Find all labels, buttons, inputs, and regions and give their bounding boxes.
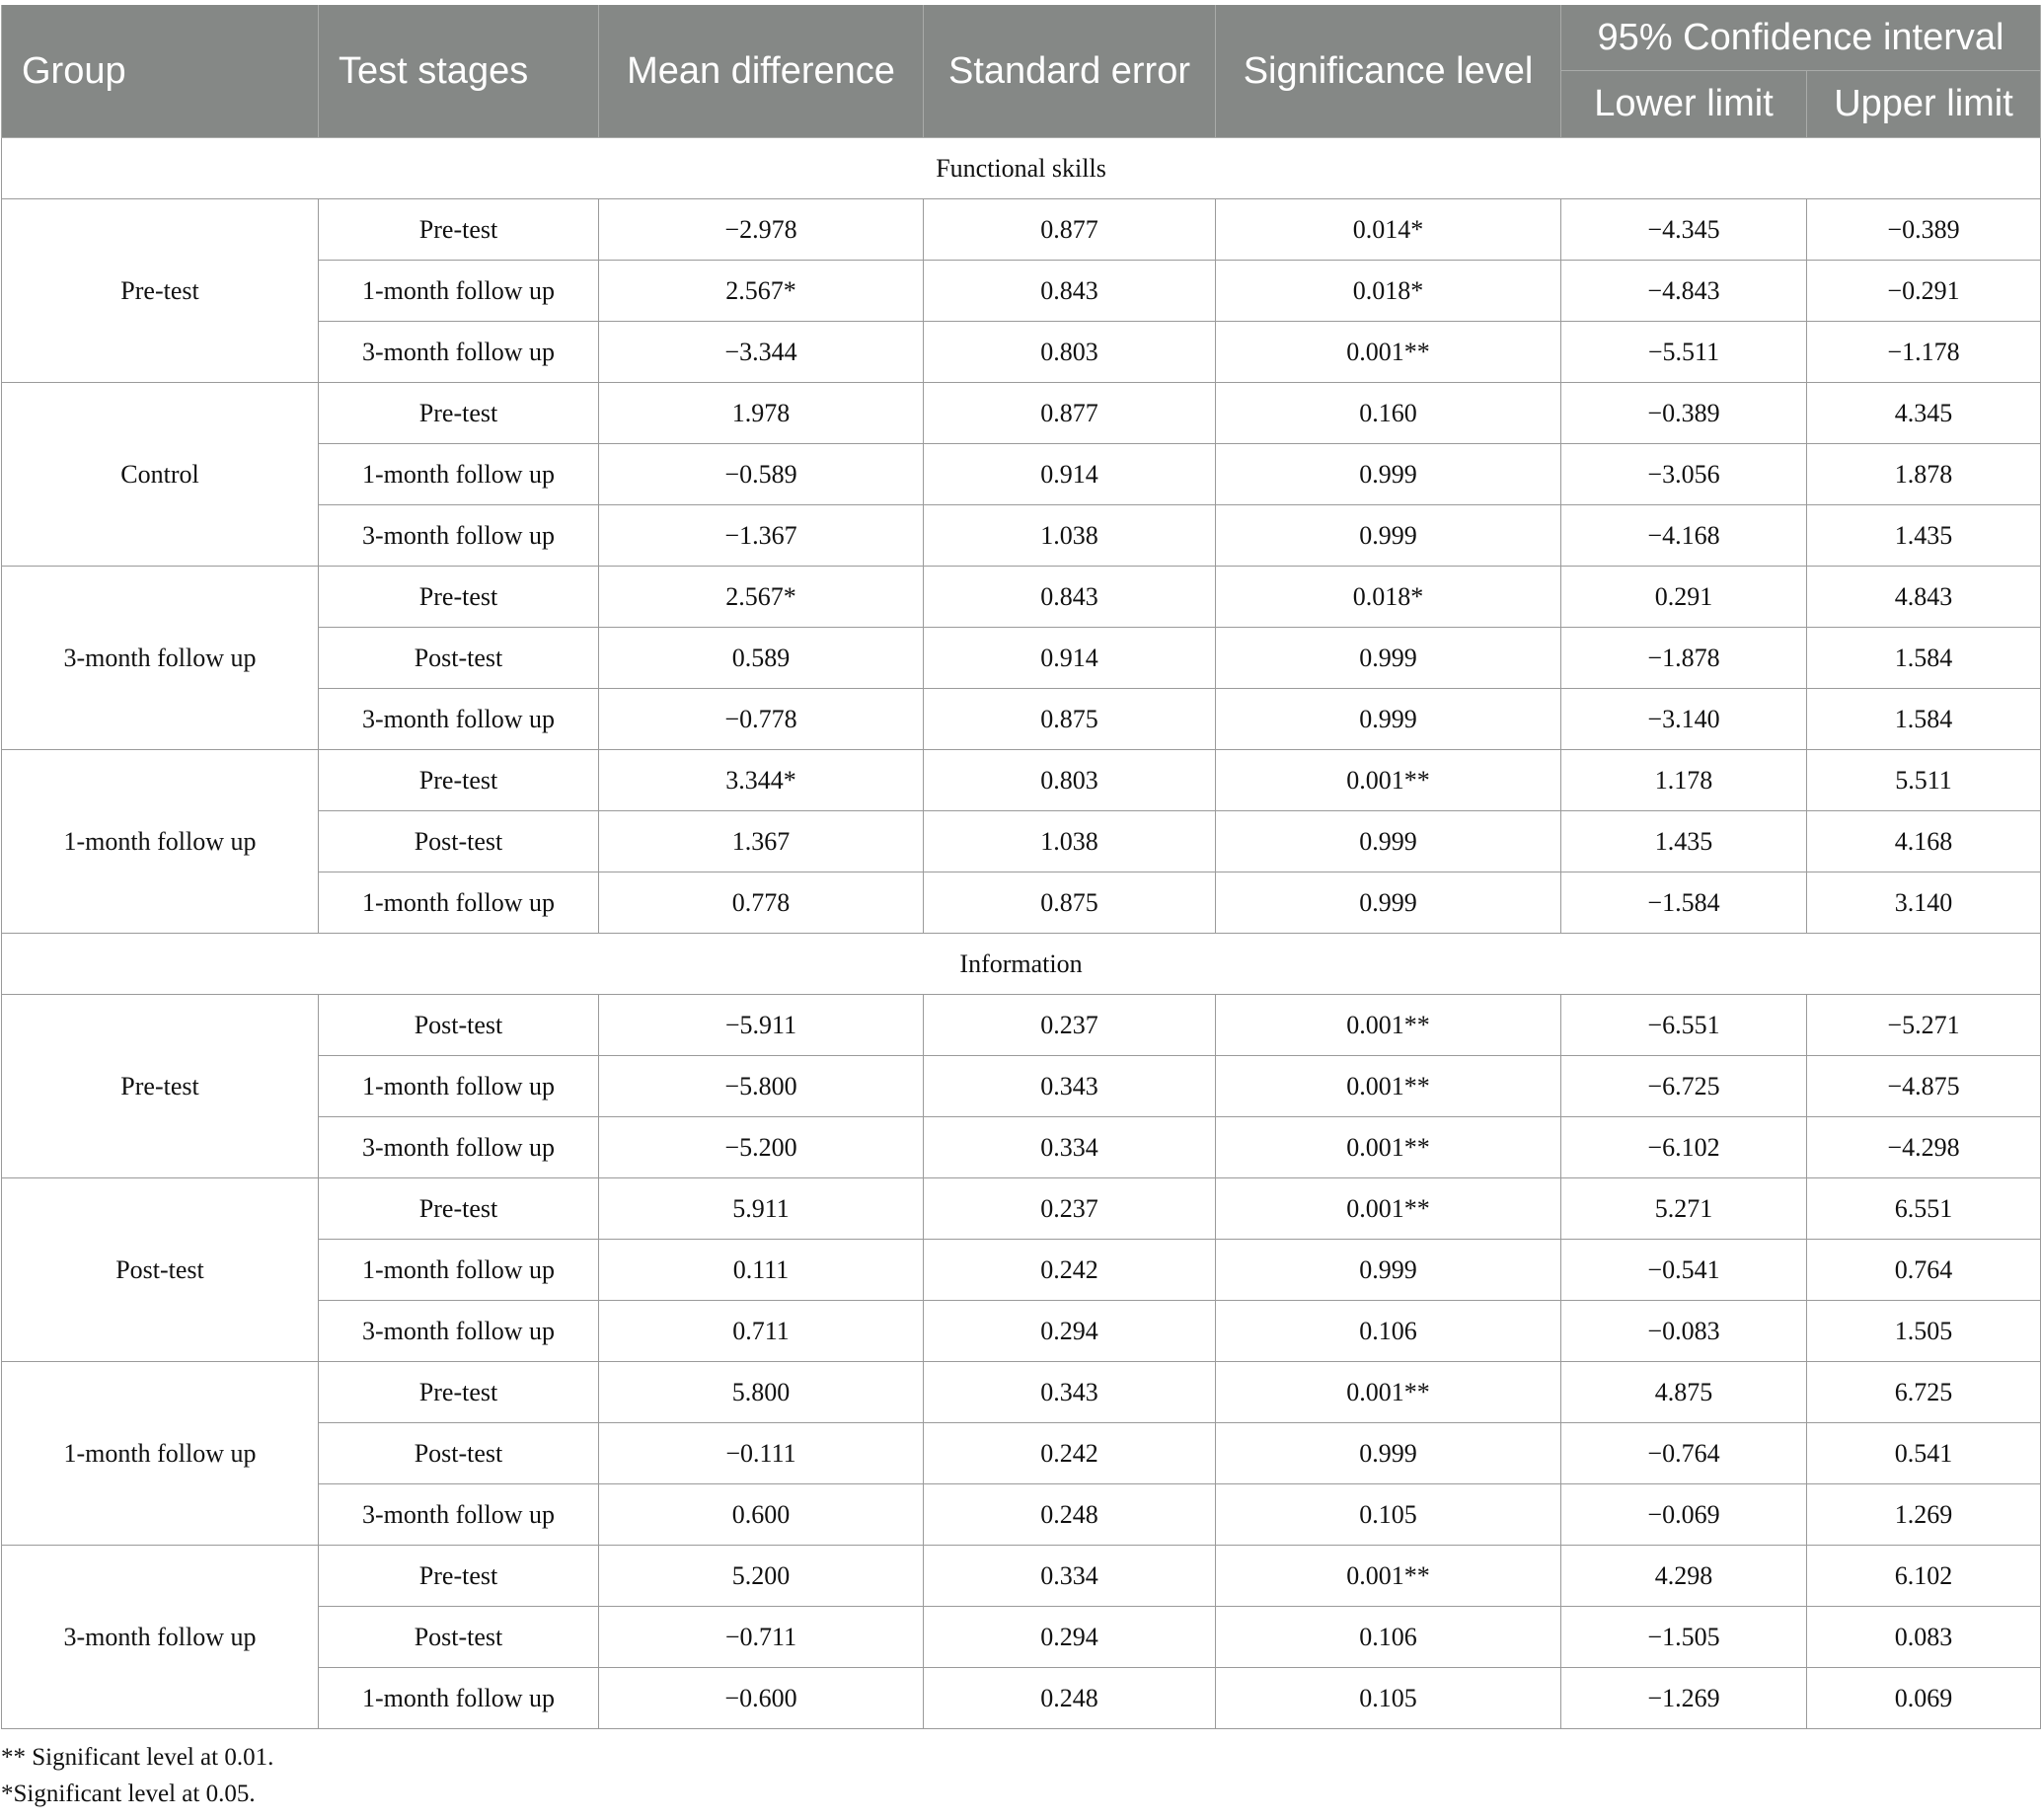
standard-error-cell: 0.914 (924, 444, 1216, 505)
significance-level-cell: 0.999 (1216, 1240, 1561, 1301)
test-stage-cell: 1-month follow up (319, 261, 599, 322)
standard-error-cell: 0.242 (924, 1240, 1216, 1301)
standard-error-cell: 0.803 (924, 322, 1216, 383)
lower-limit-cell: −1.269 (1561, 1668, 1807, 1729)
standard-error-cell: 0.877 (924, 199, 1216, 261)
lower-limit-cell: 4.298 (1561, 1546, 1807, 1607)
significance-level-cell: 0.018* (1216, 567, 1561, 628)
significance-level-cell: 0.999 (1216, 811, 1561, 872)
mean-difference-cell: −0.111 (599, 1423, 924, 1484)
lower-limit-cell: 5.271 (1561, 1178, 1807, 1240)
upper-limit-cell: 0.541 (1807, 1423, 2041, 1484)
lower-limit-cell: −6.725 (1561, 1056, 1807, 1117)
test-stage-cell: Post-test (319, 995, 599, 1056)
standard-error-cell: 0.294 (924, 1607, 1216, 1668)
test-stage-cell: 1-month follow up (319, 872, 599, 934)
header-row (2, 5, 2041, 71)
significance-level-cell: 0.001** (1216, 322, 1561, 383)
upper-limit-cell: 6.102 (1807, 1546, 2041, 1607)
mean-difference-cell: −0.778 (599, 689, 924, 750)
mean-difference-cell: 1.367 (599, 811, 924, 872)
significance-level-cell: 0.001** (1216, 750, 1561, 811)
test-stage-cell: 3-month follow up (319, 1117, 599, 1178)
test-stage-cell: Pre-test (319, 199, 599, 261)
lower-limit-cell: −0.389 (1561, 383, 1807, 444)
test-stage-cell: 1-month follow up (319, 444, 599, 505)
upper-limit-cell: 4.345 (1807, 383, 2041, 444)
lower-limit-cell: −0.083 (1561, 1301, 1807, 1362)
pairwise-comparison-table (1, 5, 2041, 1729)
header-upper-limit: Upper limit (1807, 71, 2041, 138)
table-header (2, 5, 2041, 138)
lower-limit-cell: −1.584 (1561, 872, 1807, 934)
footnote-significance-005: *Significant level at 0.05. (1, 1781, 256, 1807)
lower-limit-cell: 0.291 (1561, 567, 1807, 628)
lower-limit-cell: 1.435 (1561, 811, 1807, 872)
lower-limit-cell: −4.168 (1561, 505, 1807, 567)
standard-error-cell: 0.914 (924, 628, 1216, 689)
table-row (2, 995, 2041, 1056)
test-stage-cell: Pre-test (319, 1546, 599, 1607)
test-stage-cell: 3-month follow up (319, 322, 599, 383)
table-row (2, 1362, 2041, 1423)
upper-limit-cell: −0.291 (1807, 261, 2041, 322)
footnote-significance-001: ** Significant level at 0.01. (1, 1744, 274, 1771)
test-stage-cell: 3-month follow up (319, 1301, 599, 1362)
standard-error-cell: 0.294 (924, 1301, 1216, 1362)
mean-difference-cell: 0.600 (599, 1484, 924, 1546)
header-mean-difference: Mean difference (599, 5, 924, 138)
table-row (2, 567, 2041, 628)
significance-level-cell: 0.001** (1216, 1546, 1561, 1607)
section-row (2, 138, 2041, 199)
upper-limit-cell: 0.083 (1807, 1607, 2041, 1668)
standard-error-cell: 0.248 (924, 1668, 1216, 1729)
lower-limit-cell: −0.069 (1561, 1484, 1807, 1546)
significance-level-cell: 0.999 (1216, 1423, 1561, 1484)
test-stage-cell: Pre-test (319, 567, 599, 628)
standard-error-cell: 1.038 (924, 811, 1216, 872)
test-stage-cell: Pre-test (319, 750, 599, 811)
header-group: Group (2, 5, 319, 138)
section-title: Information (2, 934, 2041, 995)
significance-level-cell: 0.105 (1216, 1484, 1561, 1546)
significance-level-cell: 0.105 (1216, 1668, 1561, 1729)
significance-level-cell: 0.999 (1216, 505, 1561, 567)
mean-difference-cell: −5.200 (599, 1117, 924, 1178)
lower-limit-cell: −3.056 (1561, 444, 1807, 505)
standard-error-cell: 0.248 (924, 1484, 1216, 1546)
table-row (2, 1178, 2041, 1240)
group-cell: 3-month follow up (2, 1546, 319, 1729)
significance-level-cell: 0.999 (1216, 689, 1561, 750)
lower-limit-cell: −4.843 (1561, 261, 1807, 322)
standard-error-cell: 0.803 (924, 750, 1216, 811)
significance-level-cell: 0.999 (1216, 872, 1561, 934)
lower-limit-cell: −1.505 (1561, 1607, 1807, 1668)
lower-limit-cell: −5.511 (1561, 322, 1807, 383)
upper-limit-cell: 1.269 (1807, 1484, 2041, 1546)
test-stage-cell: 1-month follow up (319, 1668, 599, 1729)
group-cell: Pre-test (2, 995, 319, 1178)
table-row (2, 1546, 2041, 1607)
lower-limit-cell: −0.541 (1561, 1240, 1807, 1301)
table-footnotes (1, 1739, 273, 1812)
standard-error-cell: 0.343 (924, 1362, 1216, 1423)
standard-error-cell: 0.237 (924, 1178, 1216, 1240)
upper-limit-cell: 5.511 (1807, 750, 2041, 811)
standard-error-cell: 0.334 (924, 1117, 1216, 1178)
significance-level-cell: 0.001** (1216, 1117, 1561, 1178)
significance-level-cell: 0.106 (1216, 1607, 1561, 1668)
mean-difference-cell: −5.911 (599, 995, 924, 1056)
upper-limit-cell: 6.551 (1807, 1178, 2041, 1240)
mean-difference-cell: 1.978 (599, 383, 924, 444)
mean-difference-cell: 0.111 (599, 1240, 924, 1301)
standard-error-cell: 1.038 (924, 505, 1216, 567)
upper-limit-cell: 1.584 (1807, 689, 2041, 750)
mean-difference-cell: −0.600 (599, 1668, 924, 1729)
lower-limit-cell: −0.764 (1561, 1423, 1807, 1484)
group-cell: 1-month follow up (2, 1362, 319, 1546)
upper-limit-cell: −0.389 (1807, 199, 2041, 261)
mean-difference-cell: 2.567* (599, 567, 924, 628)
lower-limit-cell: −1.878 (1561, 628, 1807, 689)
test-stage-cell: 3-month follow up (319, 1484, 599, 1546)
group-cell: Post-test (2, 1178, 319, 1362)
standard-error-cell: 0.875 (924, 689, 1216, 750)
table-row (2, 383, 2041, 444)
upper-limit-cell: 1.584 (1807, 628, 2041, 689)
upper-limit-cell: 4.168 (1807, 811, 2041, 872)
header-standard-error: Standard error (924, 5, 1216, 138)
test-stage-cell: Pre-test (319, 1362, 599, 1423)
test-stage-cell: Pre-test (319, 1178, 599, 1240)
table-row (2, 199, 2041, 261)
upper-limit-cell: −4.298 (1807, 1117, 2041, 1178)
standard-error-cell: 0.875 (924, 872, 1216, 934)
header-significance-level: Significance level (1216, 5, 1561, 138)
table-body (2, 138, 2041, 1729)
upper-limit-cell: −1.178 (1807, 322, 2041, 383)
test-stage-cell: Pre-test (319, 383, 599, 444)
upper-limit-cell: −4.875 (1807, 1056, 2041, 1117)
upper-limit-cell: 4.843 (1807, 567, 2041, 628)
mean-difference-cell: 3.344* (599, 750, 924, 811)
mean-difference-cell: 5.911 (599, 1178, 924, 1240)
significance-level-cell: 0.001** (1216, 1362, 1561, 1423)
test-stage-cell: Post-test (319, 1423, 599, 1484)
upper-limit-cell: 0.069 (1807, 1668, 2041, 1729)
group-cell: Pre-test (2, 199, 319, 383)
standard-error-cell: 0.334 (924, 1546, 1216, 1607)
significance-level-cell: 0.014* (1216, 199, 1561, 261)
standard-error-cell: 0.843 (924, 567, 1216, 628)
significance-level-cell: 0.160 (1216, 383, 1561, 444)
header-test-stages: Test stages (319, 5, 599, 138)
standard-error-cell: 0.877 (924, 383, 1216, 444)
lower-limit-cell: −6.551 (1561, 995, 1807, 1056)
table-row (2, 750, 2041, 811)
significance-level-cell: 0.001** (1216, 995, 1561, 1056)
group-cell: 1-month follow up (2, 750, 319, 934)
upper-limit-cell: −5.271 (1807, 995, 2041, 1056)
mean-difference-cell: 5.200 (599, 1546, 924, 1607)
mean-difference-cell: 2.567* (599, 261, 924, 322)
significance-level-cell: 0.106 (1216, 1301, 1561, 1362)
header-confidence-interval: 95% Confidence interval (1561, 5, 2041, 71)
significance-level-cell: 0.018* (1216, 261, 1561, 322)
upper-limit-cell: 1.505 (1807, 1301, 2041, 1362)
significance-level-cell: 0.999 (1216, 444, 1561, 505)
test-stage-cell: Post-test (319, 628, 599, 689)
mean-difference-cell: −2.978 (599, 199, 924, 261)
section-title: Functional skills (2, 138, 2041, 199)
significance-level-cell: 0.999 (1216, 628, 1561, 689)
lower-limit-cell: −3.140 (1561, 689, 1807, 750)
standard-error-cell: 0.242 (924, 1423, 1216, 1484)
group-cell: 3-month follow up (2, 567, 319, 750)
mean-difference-cell: 0.778 (599, 872, 924, 934)
upper-limit-cell: 1.435 (1807, 505, 2041, 567)
mean-difference-cell: −5.800 (599, 1056, 924, 1117)
test-stage-cell: 3-month follow up (319, 505, 599, 567)
upper-limit-cell: 0.764 (1807, 1240, 2041, 1301)
mean-difference-cell: −1.367 (599, 505, 924, 567)
upper-limit-cell: 3.140 (1807, 872, 2041, 934)
standard-error-cell: 0.237 (924, 995, 1216, 1056)
lower-limit-cell: 4.875 (1561, 1362, 1807, 1423)
standard-error-cell: 0.843 (924, 261, 1216, 322)
test-stage-cell: 1-month follow up (319, 1240, 599, 1301)
group-cell: Control (2, 383, 319, 567)
test-stage-cell: 3-month follow up (319, 689, 599, 750)
section-row (2, 934, 2041, 995)
test-stage-cell: Post-test (319, 1607, 599, 1668)
lower-limit-cell: 1.178 (1561, 750, 1807, 811)
significance-level-cell: 0.001** (1216, 1056, 1561, 1117)
mean-difference-cell: 5.800 (599, 1362, 924, 1423)
upper-limit-cell: 6.725 (1807, 1362, 2041, 1423)
lower-limit-cell: −4.345 (1561, 199, 1807, 261)
mean-difference-cell: 0.589 (599, 628, 924, 689)
mean-difference-cell: −0.711 (599, 1607, 924, 1668)
mean-difference-cell: −0.589 (599, 444, 924, 505)
lower-limit-cell: −6.102 (1561, 1117, 1807, 1178)
standard-error-cell: 0.343 (924, 1056, 1216, 1117)
upper-limit-cell: 1.878 (1807, 444, 2041, 505)
header-lower-limit: Lower limit (1561, 71, 1807, 138)
mean-difference-cell: 0.711 (599, 1301, 924, 1362)
significance-level-cell: 0.001** (1216, 1178, 1561, 1240)
test-stage-cell: Post-test (319, 811, 599, 872)
test-stage-cell: 1-month follow up (319, 1056, 599, 1117)
mean-difference-cell: −3.344 (599, 322, 924, 383)
